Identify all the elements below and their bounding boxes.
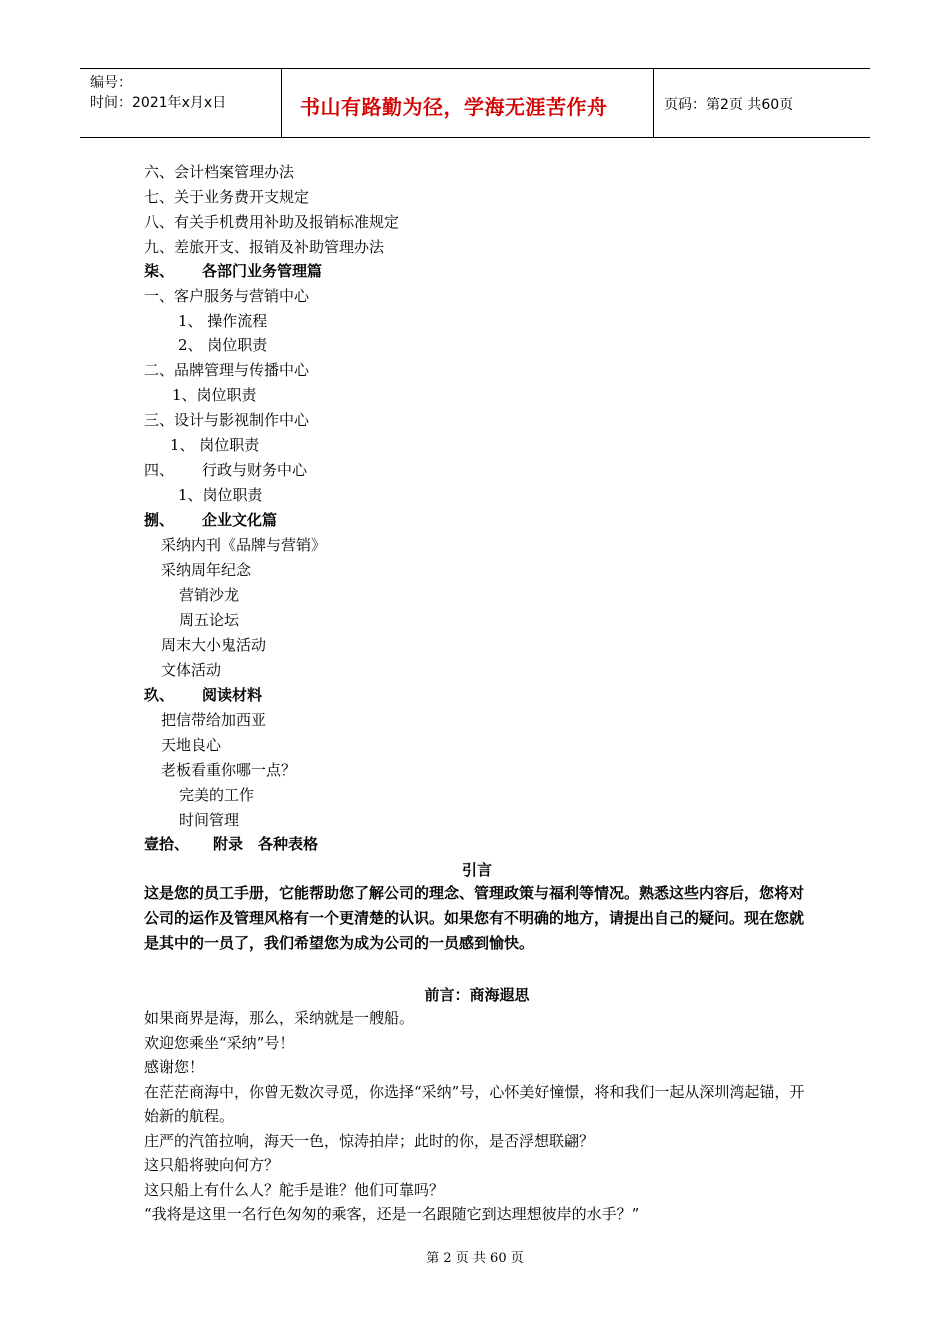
toc-item: 采纳内刊《品牌与营销》 xyxy=(161,536,327,554)
section-heading xyxy=(144,685,262,705)
date-label: 时间：2021年x月x日 xyxy=(90,95,227,111)
toc-item: 文体活动 xyxy=(161,661,222,679)
preface-body xyxy=(144,1006,810,1227)
section-number: 玖、 xyxy=(144,686,175,704)
toc-item: 周五论坛 xyxy=(179,611,240,629)
preface-line: 感谢您！ xyxy=(144,1058,205,1076)
toc-item: 1、 岗位职责 xyxy=(170,436,260,454)
toc-title: 行政与财务中心 xyxy=(202,461,308,479)
section-title: 企业文化篇 xyxy=(202,511,278,529)
toc-item: 七、关于业务费开支规定 xyxy=(144,188,310,206)
toc-item: 把信带给加西亚 xyxy=(161,711,267,729)
toc-item: 1、岗位职责 xyxy=(172,386,257,404)
page-header xyxy=(80,68,870,138)
toc-item: 三、设计与影视制作中心 xyxy=(144,411,310,429)
preface-line: 这只船上有什么人？舵手是谁？他们可靠吗？ xyxy=(144,1180,445,1199)
toc-item: 1、 操作流程 xyxy=(178,312,268,330)
toc-item: 完美的工作 xyxy=(179,786,255,804)
header-motto-cell xyxy=(282,69,654,137)
preface-line: 欢迎您乘坐“采纳”号！ xyxy=(144,1033,295,1052)
section-heading xyxy=(144,834,318,854)
preface-line: “我将是这里一名行色匆匆的乘客，还是一名跟随它到达理想彼岸的水手？” xyxy=(144,1205,640,1223)
preface-line: 这只船将驶向何方？ xyxy=(144,1156,280,1174)
toc-item: 九、差旅开支、报销及补助管理办法 xyxy=(144,238,385,256)
page-footer: 第 2 页 共 60 页 xyxy=(426,1251,524,1266)
page-info: 页码：第2页 共60页 xyxy=(664,97,794,113)
toc-item: 八、有关手机费用补助及报销标准规定 xyxy=(144,213,400,231)
toc-item: 时间管理 xyxy=(179,811,240,829)
section-number: 柒、 xyxy=(144,262,175,280)
toc-item: 周末大小鬼活动 xyxy=(161,636,267,654)
section-number: 捌、 xyxy=(144,511,175,529)
toc-item: 1、岗位职责 xyxy=(178,486,263,504)
toc-item: 一、客户服务与营销中心 xyxy=(144,287,310,305)
preface-line: 庄严的汽笛拉响，海天一色，惊涛拍岸；此时的你，是否浮想联翩？ xyxy=(144,1131,595,1150)
toc-item: 老板看重你哪一点？ xyxy=(161,761,297,779)
section-title: 各部门业务管理篇 xyxy=(202,262,323,280)
toc-item: 六、会计档案管理办法 xyxy=(144,163,295,181)
section-title: 阅读材料 xyxy=(202,686,263,704)
toc-item xyxy=(144,460,307,480)
section-number: 壹拾、 xyxy=(144,835,190,853)
section-heading xyxy=(144,510,277,530)
preface-line: 如果商界是海，那么，采纳就是一艘船。 xyxy=(144,1009,415,1027)
section-heading xyxy=(144,261,322,281)
intro-title: 引言 xyxy=(461,861,492,879)
preface-title: 前言：商海遐思 xyxy=(424,986,530,1004)
toc-item: 营销沙龙 xyxy=(179,586,240,604)
intro-text: 这是您的员工手册，它能帮助您了解公司的理念、管理政策与福利等情况。熟悉这些内容后，您将对公司的运作及管理风格有一个更清楚的认识。如果您有不明确的地方，请提出自己的疑问。现在您就是其中的一员了，我们希望您为成为公司的一员感到愉快。 xyxy=(144,884,805,952)
toc-item: 天地良心 xyxy=(161,736,222,754)
serial-label: 编号： xyxy=(90,75,132,91)
section-title: 附录 各种表格 xyxy=(213,835,319,853)
preface-line: 在茫茫商海中，你曾无数次寻觅，你选择“采纳”号，心怀美好憧憬，将和我们一起从深圳湾起锚，开始新的航程。 xyxy=(144,1082,805,1125)
header-info-cell xyxy=(80,69,282,137)
motto: 书山有路勤为径，学海无涯苦作舟 xyxy=(300,95,608,119)
toc-item: 2、 岗位职责 xyxy=(178,336,268,354)
toc-item: 采纳周年纪念 xyxy=(161,561,252,579)
toc-number: 四、 xyxy=(144,461,175,479)
header-page-cell xyxy=(654,69,870,137)
toc-item: 二、品牌管理与传播中心 xyxy=(144,361,310,379)
